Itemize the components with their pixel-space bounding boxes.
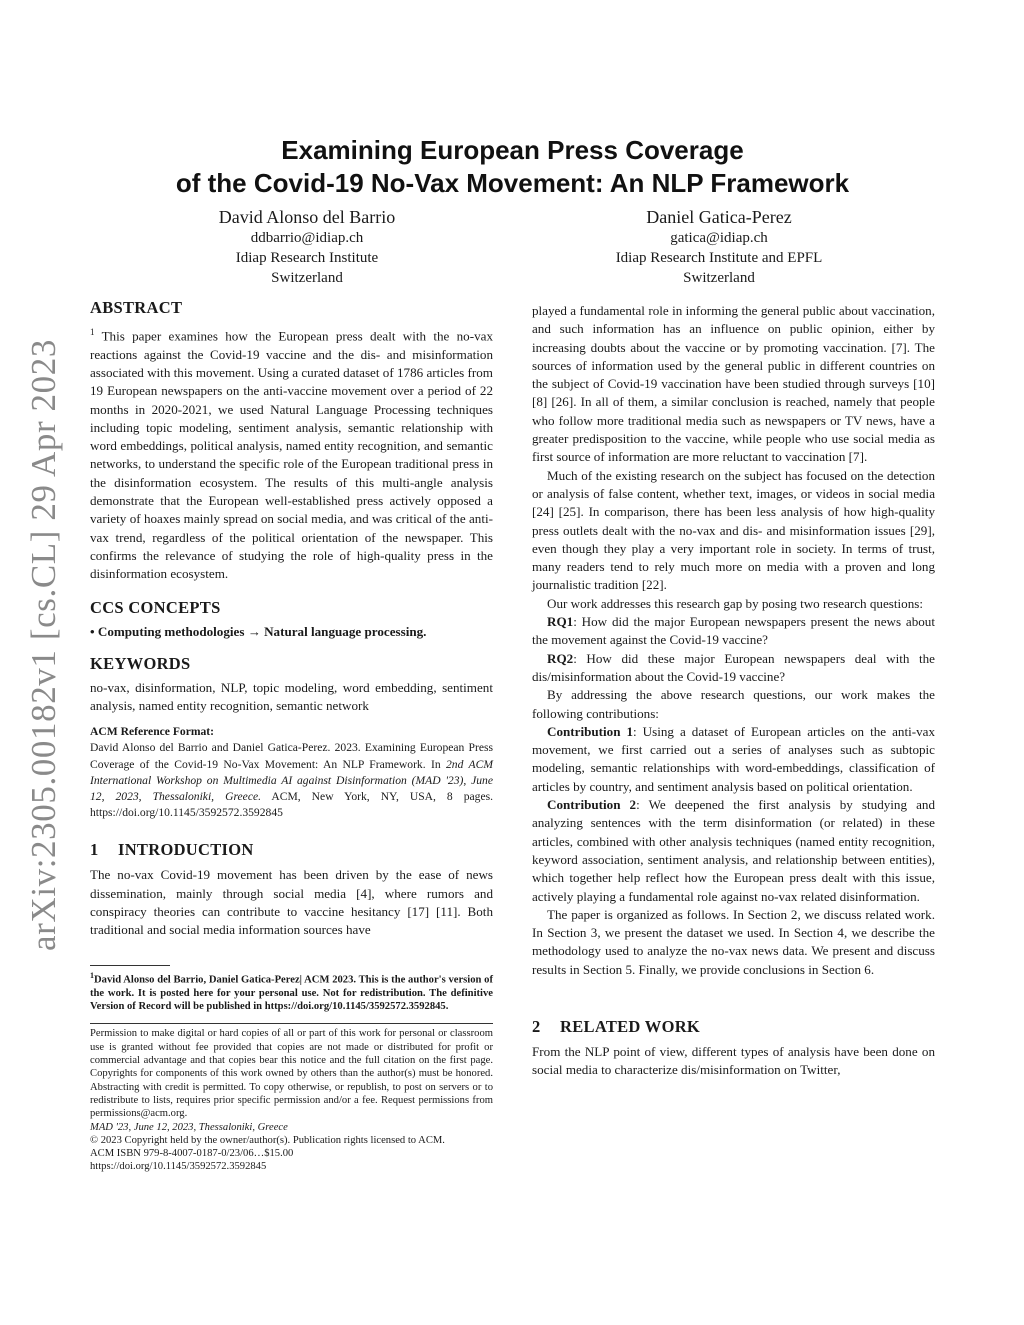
intro-paragraph-1-cont: played a fundamental role in informing the general public about vaccination, and such information has an influence on public opinion, either by increasing doubts about the vaccine or by promoting vaccination. [7]. The sources of information used by the general public in different countries on the subject of Covid-19 vaccination have been studied through surveys [10] [8] [26]. In all of them, a similar conclusion is reached, namely that people who follow more traditional media such as newspapers or TV news, have a greater predisposition to the vaccine, while people who use social media as first source of information are more reluctant to vaccination [7]. [532, 303, 935, 465]
arxiv-stamp [14, 339, 74, 951]
intro-paragraph-5: The paper is organized as follows. In Section 2, we discuss related work. In Section 3, we present the dataset we used. In Section 4, we describe the methodology used to analyze the no-vax news data. We present and discuss results in Section 5. Finally, we provide conclusions in Section 6. [532, 906, 935, 977]
keywords-heading: KEYWORDS [90, 653, 191, 673]
author-country: Switzerland [271, 270, 343, 286]
research-question-1 [532, 613, 935, 650]
permission-rule [90, 1023, 493, 1024]
author-block-1 [117, 207, 497, 288]
abstract-body: This paper examines how the European press dealt with the no-vax reactions against the Covid-19 vaccine and the dis- and misinformation associated with this movement. Using a curated dataset of 1786 articles from 19 European newspapers on the anti-vaccine movement over a period of 22 months in 2020-2021, we used Natural Language Processing techniques including topic modeling, sentiment analysis, semantic relationship with word embeddings, political analysis, named entity recognition, and semantic networks, to understand the specific role of the European traditional press in the disinformation ecosystem. The results of this multi-angle analysis demonstrate that the European well-established press actively opposed a variety of hoaxes mainly spread on social media, and was critical of the anti-vax trend, regardless of the political orientation of the newspaper. This confirms the relevance of studying the role of high-quality press in the disinformation ecosystem. [90, 328, 493, 582]
intro-number: 1 [90, 840, 99, 860]
right-column [532, 302, 935, 1080]
permission-text: Permission to make digital or hard copies of all or part of this work for personal or classroom use is granted without fee provided that copies are not made or distributed for profit or commercial advantage and that copies bear this notice and the full citation on the first page. Copyrights for components of this work owned by others than the author(s) must be honored. Abstracting with credit is permitted. To copy otherwise, or republish, to post on servers or to redistribute to lists, requires prior specific permission and/or a fee. Request permissions from permissions@acm.org. [90, 1028, 493, 1120]
contribution-1-label: Contribution 1 [547, 723, 634, 739]
footnote-body: David Alonso del Barrio, Daniel Gatica-Perez| ACM 2023. This is the author's version of the work. It is posted here for your personal use. Not for redistribution. The definitive Version of Record will be published in https://doi.org/10.1145/3592572.3592845. [90, 974, 493, 1013]
footnote-mark: 1 [90, 971, 94, 980]
rq2-text: : How did these major European newspapers deal with the dis/misinformation about the Covid-19 vaccine? [532, 650, 935, 684]
left-column [90, 298, 493, 940]
author-affiliation: Idiap Research Institute and EPFL [615, 250, 823, 266]
author-email: gatica@idiap.ch [670, 230, 768, 246]
footnote-area [90, 965, 493, 1174]
contribution-1-text: : Using a dataset of European articles on the anti-vax movement, we first carried out a series of analyses such as subtopic modeling, semantic relationships with word-embeddings, classification of articles by country, and sentiment analysis based on political orientation. [532, 723, 936, 794]
permission-doi: https://doi.org/10.1145/3592572.3592845 [90, 1161, 267, 1173]
author-country: Switzerland [683, 270, 755, 286]
footnote-text [90, 969, 493, 1013]
ccs-text: • Computing methodologies → Natural language processing. [90, 623, 427, 639]
rq1-text: : How did the major European newspapers present the news about the movement against the Covid-19 vaccine? [532, 614, 935, 648]
intro-paragraph-2: Much of the existing research on the subject has focused on the detection or analysis of false content, whether text, images, or videos in social media [24] [25]. In comparison, there has been less analysis of how high-quality press outlets dealt with the no-vax and dis- and misinformation issues [29], even though they play a very important role in society. In terms of trust, many readers tend to rely much more on media with a proven and long journalistic tradition [22]. [532, 467, 935, 593]
acm-ref-tail: ACM, New York, NY, USA, 8 pages. https://doi.org/10.1145/3592572.3592845 [90, 790, 493, 820]
title-line-1: Examining European Press Coverage [281, 135, 744, 165]
acm-ref-text [90, 740, 493, 821]
abstract-text [90, 323, 493, 584]
acm-ref-heading: ACM Reference Format: [90, 725, 215, 739]
author-block-2 [529, 207, 909, 288]
author-email: ddbarrio@idiap.ch [250, 230, 364, 246]
acm-ref-authors: David Alonso del Barrio and Daniel Gatica-Perez. 2023. Examining European Press Coverage of the Covid-19 No-Vax Movement: An NLP Framework. In [90, 741, 493, 771]
contribution-2-text: : We deepened the first analysis by studying and analyzing sentences with the term disinformation (or related) in these articles, combined with other analysis techniques (named entity recognition, keyword association, sentiment analysis, and relationship between entities), which together help reflect how the European press dealt with this issue, actively playing a fundamental role against no-vax related disinformation. [532, 797, 935, 904]
contribution-2 [532, 796, 935, 906]
permission-conference: MAD '23, June 12, 2023, Thessaloniki, Greece [90, 1121, 288, 1133]
intro-heading [90, 840, 493, 860]
author-name: Daniel Gatica-Perez [646, 207, 792, 227]
keywords-text: no-vax, disinformation, NLP, topic modeling, word embedding, sentiment analysis, named entity recognition, semantic network [90, 679, 493, 714]
acm-ref-venue: 2nd ACM International Workshop on Multimedia AI against Disinformation (MAD '23), June 12, 2023, Thessaloniki, Greece. [90, 757, 493, 804]
contribution-1 [532, 723, 935, 796]
abstract-heading: ABSTRACT [90, 298, 183, 317]
title-line-2: of the Covid-19 No-Vax Movement: An NLP Framework [175, 168, 850, 198]
related-heading [532, 1017, 935, 1037]
intro-paragraph-3: Our work addresses this research gap by posing two research questions: [547, 595, 923, 611]
ccs-heading: CCS CONCEPTS [90, 597, 221, 617]
author-affiliation: Idiap Research Institute [235, 250, 379, 266]
intro-title: INTRODUCTION [118, 840, 254, 860]
related-text: From the NLP point of view, different types of analysis have been done on social media to characterize dis/misinformation on Twitter, [532, 1043, 935, 1078]
rq1-label: RQ1 [547, 614, 574, 630]
permission-copyright: © 2023 Copyright held by the owner/author(s). Publication rights licensed to ACM. [90, 1134, 445, 1146]
intro-paragraph-4: By addressing the above research questions, our work makes the following contributions: [532, 687, 935, 721]
research-question-2 [532, 650, 935, 687]
author-name: David Alonso del Barrio [218, 207, 396, 227]
related-title: RELATED WORK [560, 1016, 701, 1036]
footnote-rule [90, 965, 170, 966]
rq2-label: RQ2 [547, 650, 574, 666]
intro-paragraph-1: The no-vax Covid-19 movement has been driven by the ease of news dissemination, mainly through social media [4], where rumors and conspiracy theories can contribute to vaccine hesitancy [17] [11]. Both traditional and social media information sources have [90, 867, 493, 938]
contribution-2-label: Contribution 2 [547, 797, 637, 813]
related-number: 2 [532, 1016, 541, 1036]
permission-isbn: ACM ISBN 979-8-4007-0187-0/23/06…$15.00 [90, 1148, 294, 1160]
abstract-footnote-mark: 1 [90, 327, 95, 337]
arxiv-id: arXiv:2305.00182v1 [cs.CL] 29 Apr 2023 [24, 339, 63, 951]
paper-title [90, 134, 935, 200]
